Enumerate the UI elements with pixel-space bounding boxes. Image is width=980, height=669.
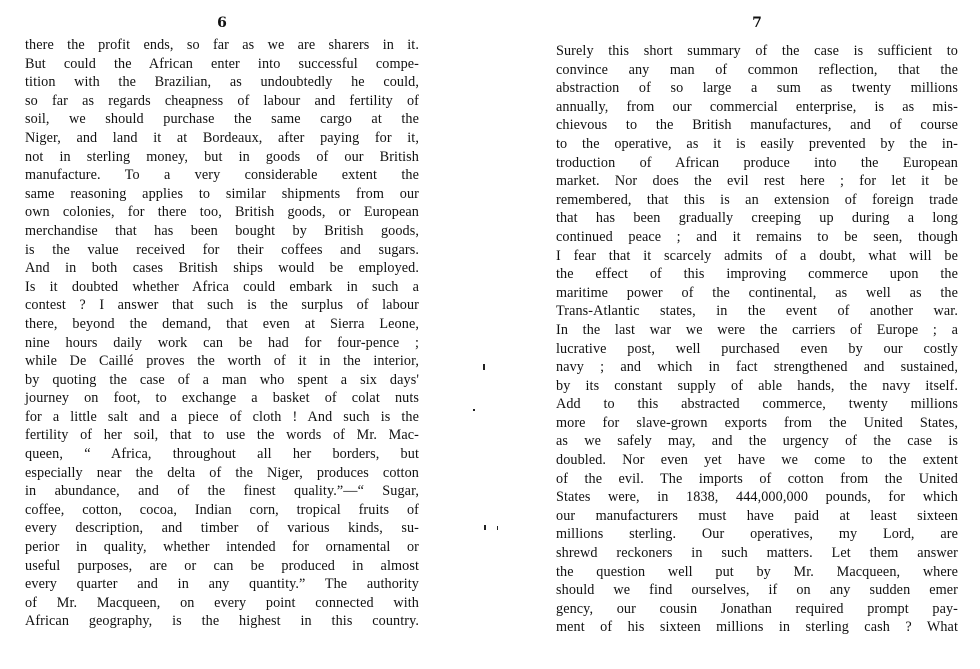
text-line: Trans-Atlantic states, in the event of another war. <box>556 303 958 320</box>
text-line: should we find ourselves, if on any sudden emer <box>556 582 958 599</box>
text-line: remembered, that this is an extension of foreign trade <box>556 191 958 208</box>
text-line: abstraction of so large a sum as twenty millions <box>556 80 958 97</box>
text-line: there, beyond the demand, that even at Sierra Leone, <box>25 315 419 332</box>
text-line: of Mr. Macqueen, on every point connected with <box>25 594 419 611</box>
text-line: there the profit ends, so far as we are sharers in it. <box>25 37 419 53</box>
text-line: queen, “ Africa, throughout all her borders, but <box>25 446 419 463</box>
text-line: shrewd reckoners in such matters. Let them answer <box>556 545 958 562</box>
text-line: convince any man of common reflection, that the <box>556 61 958 78</box>
text-line: every quarter and in any quantity.” The authority <box>25 576 419 593</box>
text-line: market. Nor does the evil rest here ; for let it be <box>556 173 958 190</box>
text-line: maritime power of the continental, as well as the <box>556 284 958 301</box>
text-line: tition with the Brazilian, as undoubtedly he could, <box>25 74 419 91</box>
text-line: to the operative, as it is easily prevented by the in- <box>556 135 958 152</box>
text-line: every description, and timber of various kinds, su- <box>25 520 419 537</box>
text-line: more for slave-grown exports from the United States, <box>556 414 958 431</box>
text-line: troduction of African produce into the European <box>556 154 958 171</box>
text-line: as we safely may, and the urgency of the case is <box>556 433 958 450</box>
left-page <box>25 0 419 669</box>
text-line: Surely this short summary of the case is sufficient to <box>556 43 958 59</box>
text-line: doubled. Nor even yet have we come to the extent <box>556 452 958 469</box>
text-line: manufacture. To a very considerable extent the <box>25 167 419 184</box>
text-line: for a little salt and a piece of cloth ! And such is the <box>25 408 419 425</box>
text-line: lucrative post, well purchased even by our costly <box>556 340 958 357</box>
text-line: continued peace ; and it remains to be seen, though <box>556 228 958 245</box>
text-line: own colonies, for there too, British goods, or European <box>25 204 419 221</box>
scan-speck <box>473 409 475 411</box>
text-line: especially near the delta of the Niger, produces cotton <box>25 464 419 481</box>
text-line: the effect of this improving commerce upon the <box>556 266 958 283</box>
text-line: millions sterling. Our operatives, my Lord, are <box>556 526 958 543</box>
text-line: is the value received for their coffees and sugars. <box>25 241 419 258</box>
text-line: African geography, is the highest in this country. <box>25 613 419 630</box>
text-line: I fear that it scarcely admits of a doubt, what will be <box>556 247 958 264</box>
text-line: annually, from our commercial enterprise, is as mis- <box>556 98 958 115</box>
scan-speck <box>497 526 498 530</box>
text-line: merchandise that has been bought by British goods, <box>25 222 419 239</box>
text-line: Add to this abstracted commerce, twenty millions <box>556 396 958 413</box>
text-line: so far as regards cheapness of labour and fertility of <box>25 92 419 109</box>
text-line: fertility of her soil, that to use the words of Mr. Mac- <box>25 427 419 444</box>
text-line: the question well put by Mr. Macqueen, where <box>556 563 958 580</box>
text-line: by quoting the case of a man who spent a six days' <box>25 371 419 388</box>
page-body <box>556 42 958 637</box>
text-line: Is it doubted whether Africa could embark in such a <box>25 278 419 295</box>
text-line: In the last war we were the carriers of Europe ; a <box>556 321 958 338</box>
text-line: journey on foot, to exchange a basket of colat nuts <box>25 390 419 407</box>
text-line: nine hours daily work can be had for four-pence ; <box>25 334 419 351</box>
text-line: of the evil. The imports of cotton from the United <box>556 470 958 487</box>
text-line: perior in quality, whether intended for ornamental or <box>25 539 419 556</box>
text-line: chievous to the British manufactures, and of course <box>556 117 958 134</box>
text-line: And in both cases British ships would be employed. <box>25 260 419 277</box>
text-line: gency, our cousin Jonathan required prompt pay- <box>556 600 958 617</box>
scan-speck <box>483 364 485 370</box>
text-line: Niger, and land it at Bordeaux, after paying for it, <box>25 129 419 146</box>
text-line: navy ; and which in fact strengthened and sustained, <box>556 359 958 376</box>
text-line: in abundance, and of the finest quality.”—“ Sugar, <box>25 483 419 500</box>
text-line: useful purposes, are or can be produced in almost <box>25 557 419 574</box>
text-line: that has been gradually creeping up during a long <box>556 210 958 227</box>
text-line: coffee, cotton, cocoa, Indian corn, tropical fruits of <box>25 501 419 518</box>
text-line: our manufacturers must have paid at least sixteen <box>556 507 958 524</box>
text-line: by its constant supply of able hands, the navy itself. <box>556 377 958 394</box>
text-line: States were, in 1838, 444,000,000 pounds, for which <box>556 489 958 506</box>
text-line: not in sterling money, but in goods of our British <box>25 148 419 165</box>
right-page <box>556 0 958 669</box>
text-line: same reasoning applies to similar shipments from our <box>25 185 419 202</box>
text-line: ment of his sixteen millions in sterling cash ? What <box>556 619 958 636</box>
text-line: contest ? I answer that such is the surplus of labour <box>25 297 419 314</box>
page-body <box>25 36 419 631</box>
text-line: soil, we should purchase the same cargo at the <box>25 111 419 128</box>
text-line: while De Caillé proves the worth of it in the interior, <box>25 353 419 370</box>
page-number: 6 <box>217 15 227 31</box>
scan-speck <box>484 525 486 530</box>
page-number: 7 <box>752 15 762 31</box>
text-line: But could the African enter into successful compe- <box>25 55 419 72</box>
